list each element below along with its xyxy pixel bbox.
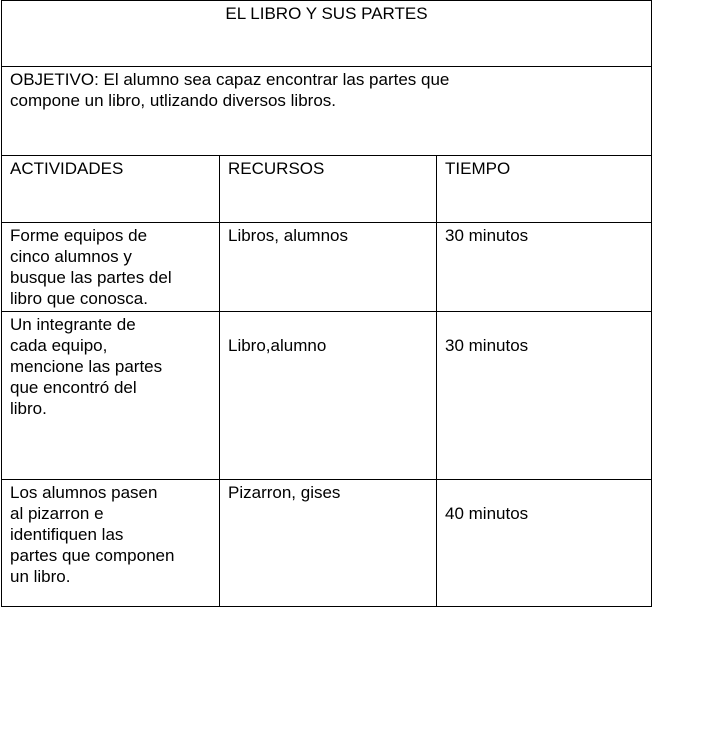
row1-actividad: Forme equipos de cinco alumnos y busque las partes del libro que conosca. [1, 222, 220, 312]
objective-text: OBJETIVO: El alumno sea capaz encontrar las partes que compone un libro, utlizando diversos libros. [1, 66, 652, 156]
header-tiempo: TIEMPO [436, 155, 652, 223]
row1-recursos: Libros, alumnos [219, 222, 437, 312]
row3-tiempo: 40 minutos [436, 479, 652, 607]
row2-tiempo: 30 minutos [436, 311, 652, 480]
row3-recursos: Pizarron, gises [219, 479, 437, 607]
row2-recursos: Libro,alumno [219, 311, 437, 480]
table-title: EL LIBRO Y SUS PARTES [1, 0, 652, 67]
row2-actividad: Un integrante de cada equipo, mencione las partes que encontró del libro. [1, 311, 220, 480]
row1-tiempo: 30 minutos [436, 222, 652, 312]
row3-actividad: Los alumnos pasen al pizarron e identifiquen las partes que componen un libro. [1, 479, 220, 607]
header-actividades: ACTIVIDADES [1, 155, 220, 223]
header-recursos: RECURSOS [219, 155, 437, 223]
